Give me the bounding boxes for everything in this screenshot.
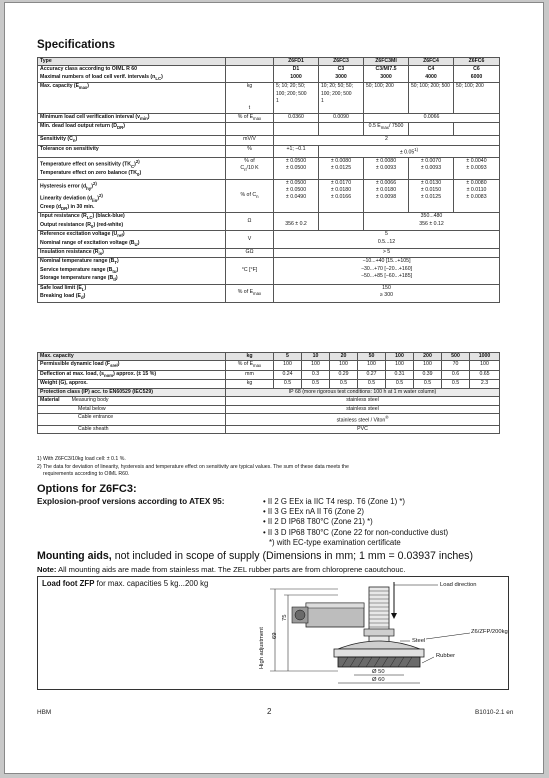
specifications-table	[37, 57, 500, 303]
table-row: Weight (G), approx. kg 0.5 0.5 0.5 0.5 0.5 0.5 0.5 2.3	[38, 380, 500, 388]
table-row: Safe load limit $(E_L)$ Breaking load $(E_d)$ % of $E_{max}$ 150 ≥ 300	[38, 284, 500, 302]
dim-75-label: 75	[282, 614, 288, 621]
table-row: Hysteresis error $(d_{hy})^{2)}$ Linearity deviation $(d_{lin})^{2)}$ Creep $(d_{DR})$ in 30 min. % of $C_n$ ± 0.0500 ± 0.0500 ± 0.0490 ± 0.0170 ± 0.0180 ± 0.0166 ± 0.0066 ± 0.0180 ± 0.0098 ± 0.0130 ± 0.0150 ± 0.0125 ± 0.0080 ± 0.0110 ± 0.0083	[38, 179, 500, 213]
table-header-row: Max. capacity kg 5 10 20 50 100 200 500 1000	[38, 353, 500, 361]
capacity-table	[37, 352, 500, 434]
table-row: Nominal temperature range $(B_T)$ Service temperature range $(B_{tu})$ Storage temperature range $(B_{tl})$ °C [°F] −10...+40 [15...+105] −30...+70 [−20...+160] −50...+85 [−60...+185]	[38, 258, 500, 284]
mounting-title: Mounting aids, not included in scope of supply (Dimensions in mm; 1 mm = 0.03937 inches)	[37, 550, 473, 562]
table-row: Protection class (IP) acc. to EN60529 (IEC529) IP 68 (more rigorous test conditions: 100 h at 1 m water column)	[38, 388, 500, 396]
page-number: 2	[267, 707, 272, 716]
table-row: Permissible dynamic load $(F_{srel})$ % of $E_{max}$ 100 100 100 100 100 100 70 100	[38, 361, 500, 370]
steel-label: Steel	[412, 638, 426, 644]
table-row: Minimum load cell verification interval $(v_{min})$ % of $E_{max}$ 0.0360 0.0090 0.0066	[38, 113, 500, 122]
table-row: Cable sheath PVC	[38, 426, 500, 434]
table-row: Min. dead load output return $(D_{DR})$ 0.5 $E_{max}/$ 7500	[38, 123, 500, 136]
rubber-label: Rubber	[436, 653, 456, 659]
footnote-2: 2) The data for deviation of linearity, hysteresis and temperature effect on sensitivity are typical values. The sum of these data meets the requirements according to OIML R60.	[37, 464, 349, 477]
table-row: Cable entrance stainless steel / Viton®	[38, 413, 500, 425]
explosion-proof-label: Explosion-proof versions according to ATEX 95:	[37, 497, 225, 506]
document-page	[4, 2, 544, 774]
load-direction-label: Load direction	[440, 582, 477, 588]
figure-title: Load foot ZFP for max. capacities 5 kg...200 kg	[42, 579, 209, 588]
list-item: • II 2 G EEx ia IIC T4 resp. T6 (Zone 1) *)	[263, 497, 405, 506]
height-label: High adjustment	[259, 627, 265, 669]
dim-69-label: 69	[272, 632, 278, 639]
options-list	[263, 497, 448, 548]
table-row: Input resistance $(R_{LC})$ (black-blue) Output resistance $(R_0)$ (red-white) Ω 356 ± 0.2 350...480 356 ± 0.12	[38, 213, 500, 231]
footnote-1: 1) With Z6FC3/10kg load cell: ± 0.1 %.	[37, 456, 126, 462]
diameter-60-label: Ø 60	[372, 677, 385, 683]
diameter-50-label: Ø 50	[372, 669, 385, 675]
table-row: Accuracy class according to OIML R 60 Maximal numbers of load cell verif. intervals $(n_{LC})$ D1 1000 C3 3000 C3/MI7.5 3000 C4 4000 C6 6000	[38, 66, 500, 83]
table-row: Max. capacity $(E_{max})$ kg t 5; 10; 20; 50; 100; 200; 500 1 10; 20; 50; 50; 100; 200; 500 1 50; 100; 200 50; 100; 200; 500 50; 100; 200	[38, 83, 500, 114]
table-row: Material Measuring body stainless steel	[38, 397, 500, 405]
list-item: • II 2 D IP68 T80°C (Zone 21) *)	[263, 517, 373, 527]
load-foot-figure	[37, 576, 509, 690]
table-row: Deflection at max. load, $(s_{nom})$ approx. (± 15 %) mm 0.24 0.3 0.29 0.27 0.31 0.39 0.6 0.65	[38, 370, 500, 379]
list-item: • II 3 G EEx nA II T6 (Zone 2)	[263, 507, 364, 517]
section-title: Specifications	[37, 39, 115, 51]
list-item: *) with EC-type examination certificate	[269, 537, 401, 547]
document-code: B1010-2.1 en	[475, 709, 514, 716]
table-row: Reference excitation voltage $(U_{ref})$ Nominal range of excitation voltage $(B_U)$ V 5 0.5...12	[38, 231, 500, 249]
table-row: Temperature effect on sensitivity $(TK_C)^{2)}$ Temperature effect on zero balance $(TK_0)$ % of $C_n/10$ K ± 0.0500 ± 0.0500 ± 0.0080 ± 0.0125 ± 0.0080 ± 0.0093 ± 0.0070 ± 0.0093 ± 0.0040 ± 0.0093	[38, 157, 500, 179]
options-title: Options for Z6FC3:	[37, 483, 137, 495]
table-row: Tolerance on sensitivity % +1; −0.1 ± $0.05^{1)}$	[38, 145, 500, 157]
table-row: Sensitivity $(C_n)$ mV/V 2	[38, 136, 500, 145]
table-row: Metal below stainless steel	[38, 405, 500, 413]
model-label: Z6/ZFP/200kg	[471, 629, 508, 635]
table-header-row: Type Z6FD1 Z6FC3 Z6FC3MI Z6FC4 Z6FC6	[38, 58, 500, 66]
footer-company: HBM	[37, 709, 52, 716]
list-item: • II 3 D IP68 T80°C (Zone 22 for non-conductive dust)	[263, 527, 449, 537]
table-row: Insulation resistance $(R_{is})$ GΩ > 5	[38, 249, 500, 258]
mounting-note: Note: All mounting aids are made from stainless mat. The ZEL rubber parts are from chloroprene caoutchouc.	[37, 565, 406, 574]
